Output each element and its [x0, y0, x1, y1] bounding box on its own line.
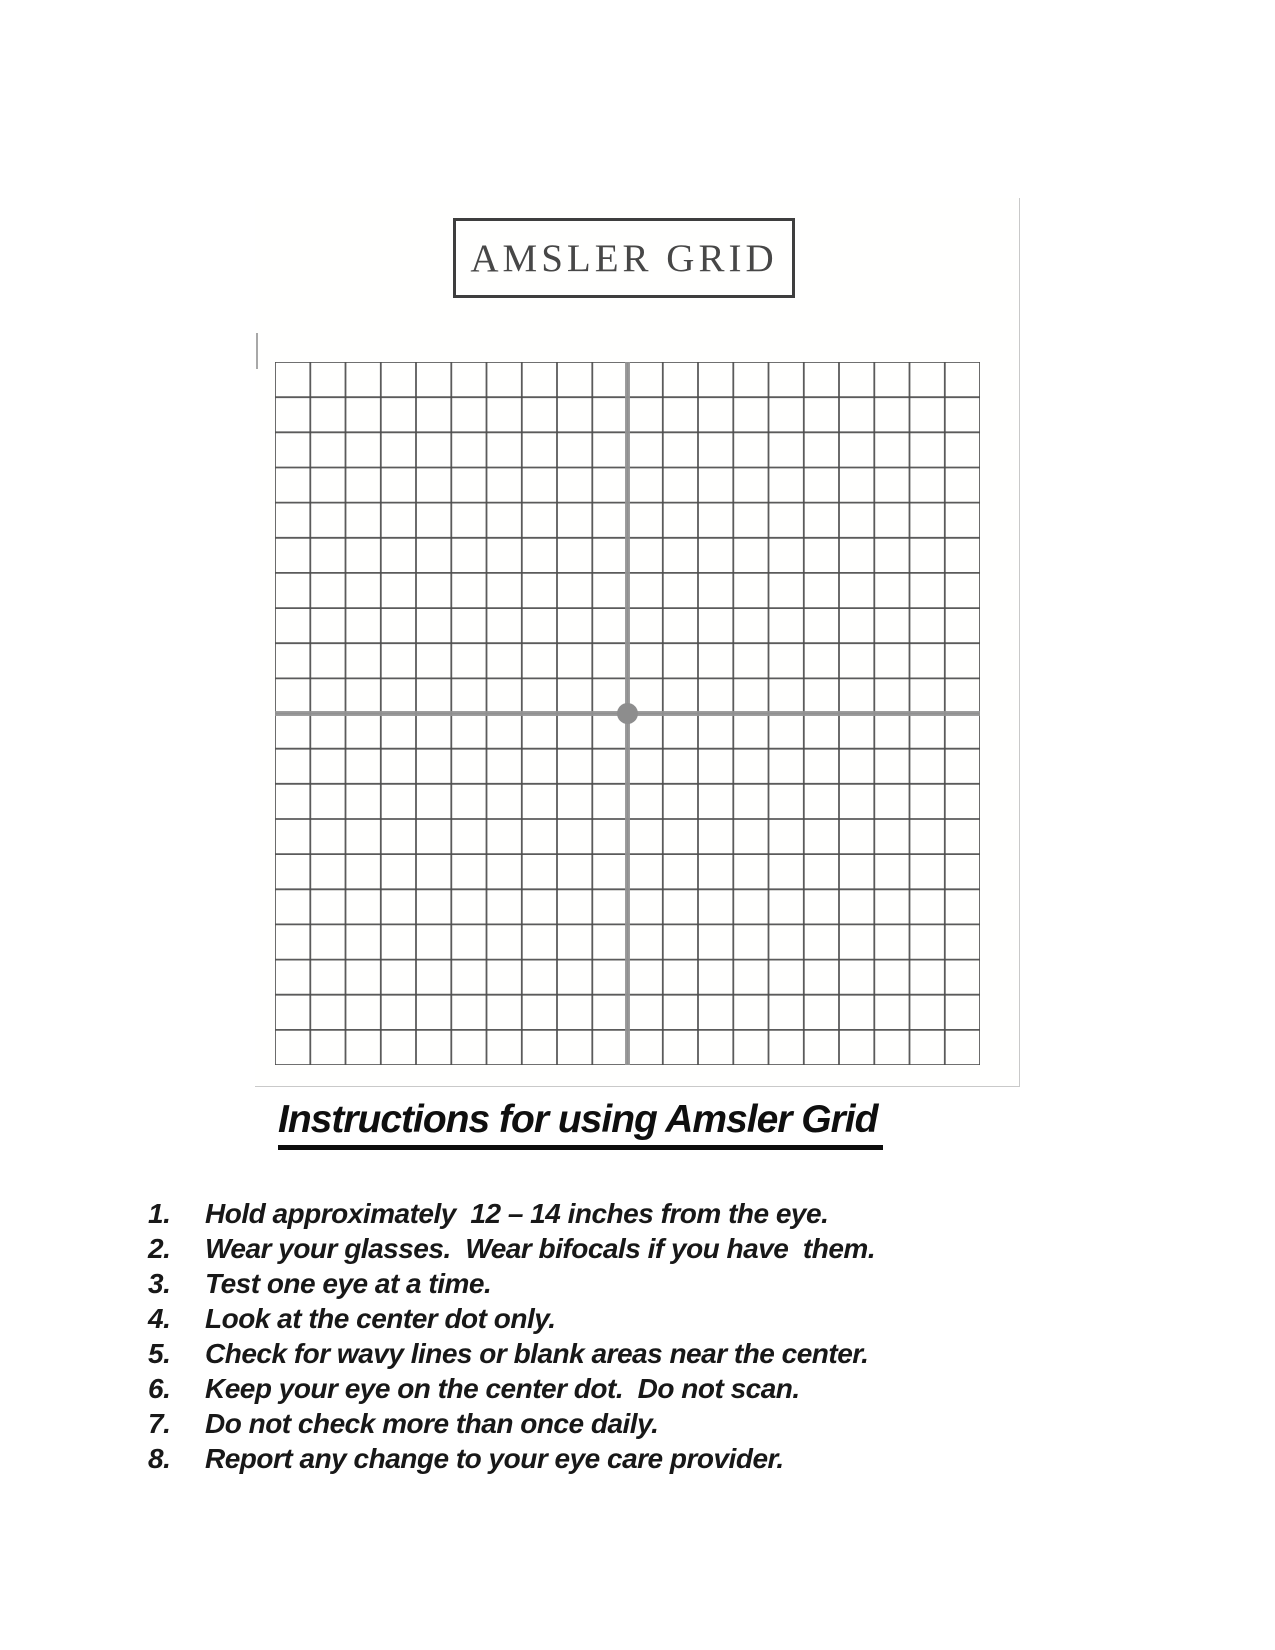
instruction-item	[148, 1340, 1128, 1368]
title-box	[453, 218, 795, 298]
instruction-item	[148, 1445, 1128, 1473]
instruction-text: Wear your glasses. Wear bifocals if you have them.	[205, 1233, 876, 1264]
instruction-item	[148, 1375, 1128, 1403]
amsler-grid	[275, 362, 980, 1065]
instructions-heading: Instructions for using Amsler Grid	[278, 1098, 883, 1150]
instruction-text: Report any change to your eye care provider.	[205, 1443, 784, 1474]
instruction-item	[148, 1235, 1128, 1263]
instruction-number: 8.	[148, 1443, 171, 1474]
center-fixation-dot	[617, 703, 638, 724]
instruction-item	[148, 1305, 1128, 1333]
instructions-list	[148, 1200, 1128, 1480]
instruction-item	[148, 1200, 1128, 1228]
instruction-number: 1.	[148, 1198, 171, 1229]
instruction-number: 7.	[148, 1408, 171, 1439]
instruction-item	[148, 1410, 1128, 1438]
instruction-number: 4.	[148, 1303, 171, 1334]
instruction-text: Look at the center dot only.	[205, 1303, 556, 1334]
instruction-text: Test one eye at a time.	[205, 1268, 492, 1299]
instruction-number: 5.	[148, 1338, 171, 1369]
instruction-item	[148, 1270, 1128, 1298]
instruction-text: Hold approximately 12 – 14 inches from the eye.	[205, 1198, 829, 1229]
instruction-number: 6.	[148, 1373, 171, 1404]
instruction-number: 2.	[148, 1233, 171, 1264]
scan-artifact-mark	[256, 333, 258, 369]
amsler-grid-svg	[275, 362, 980, 1065]
instruction-text: Keep your eye on the center dot. Do not scan.	[205, 1373, 800, 1404]
page-title: AMSLER GRID	[470, 236, 778, 280]
instruction-number: 3.	[148, 1268, 171, 1299]
instruction-text: Do not check more than once daily.	[205, 1408, 659, 1439]
instruction-text: Check for wavy lines or blank areas near the center.	[205, 1338, 869, 1369]
